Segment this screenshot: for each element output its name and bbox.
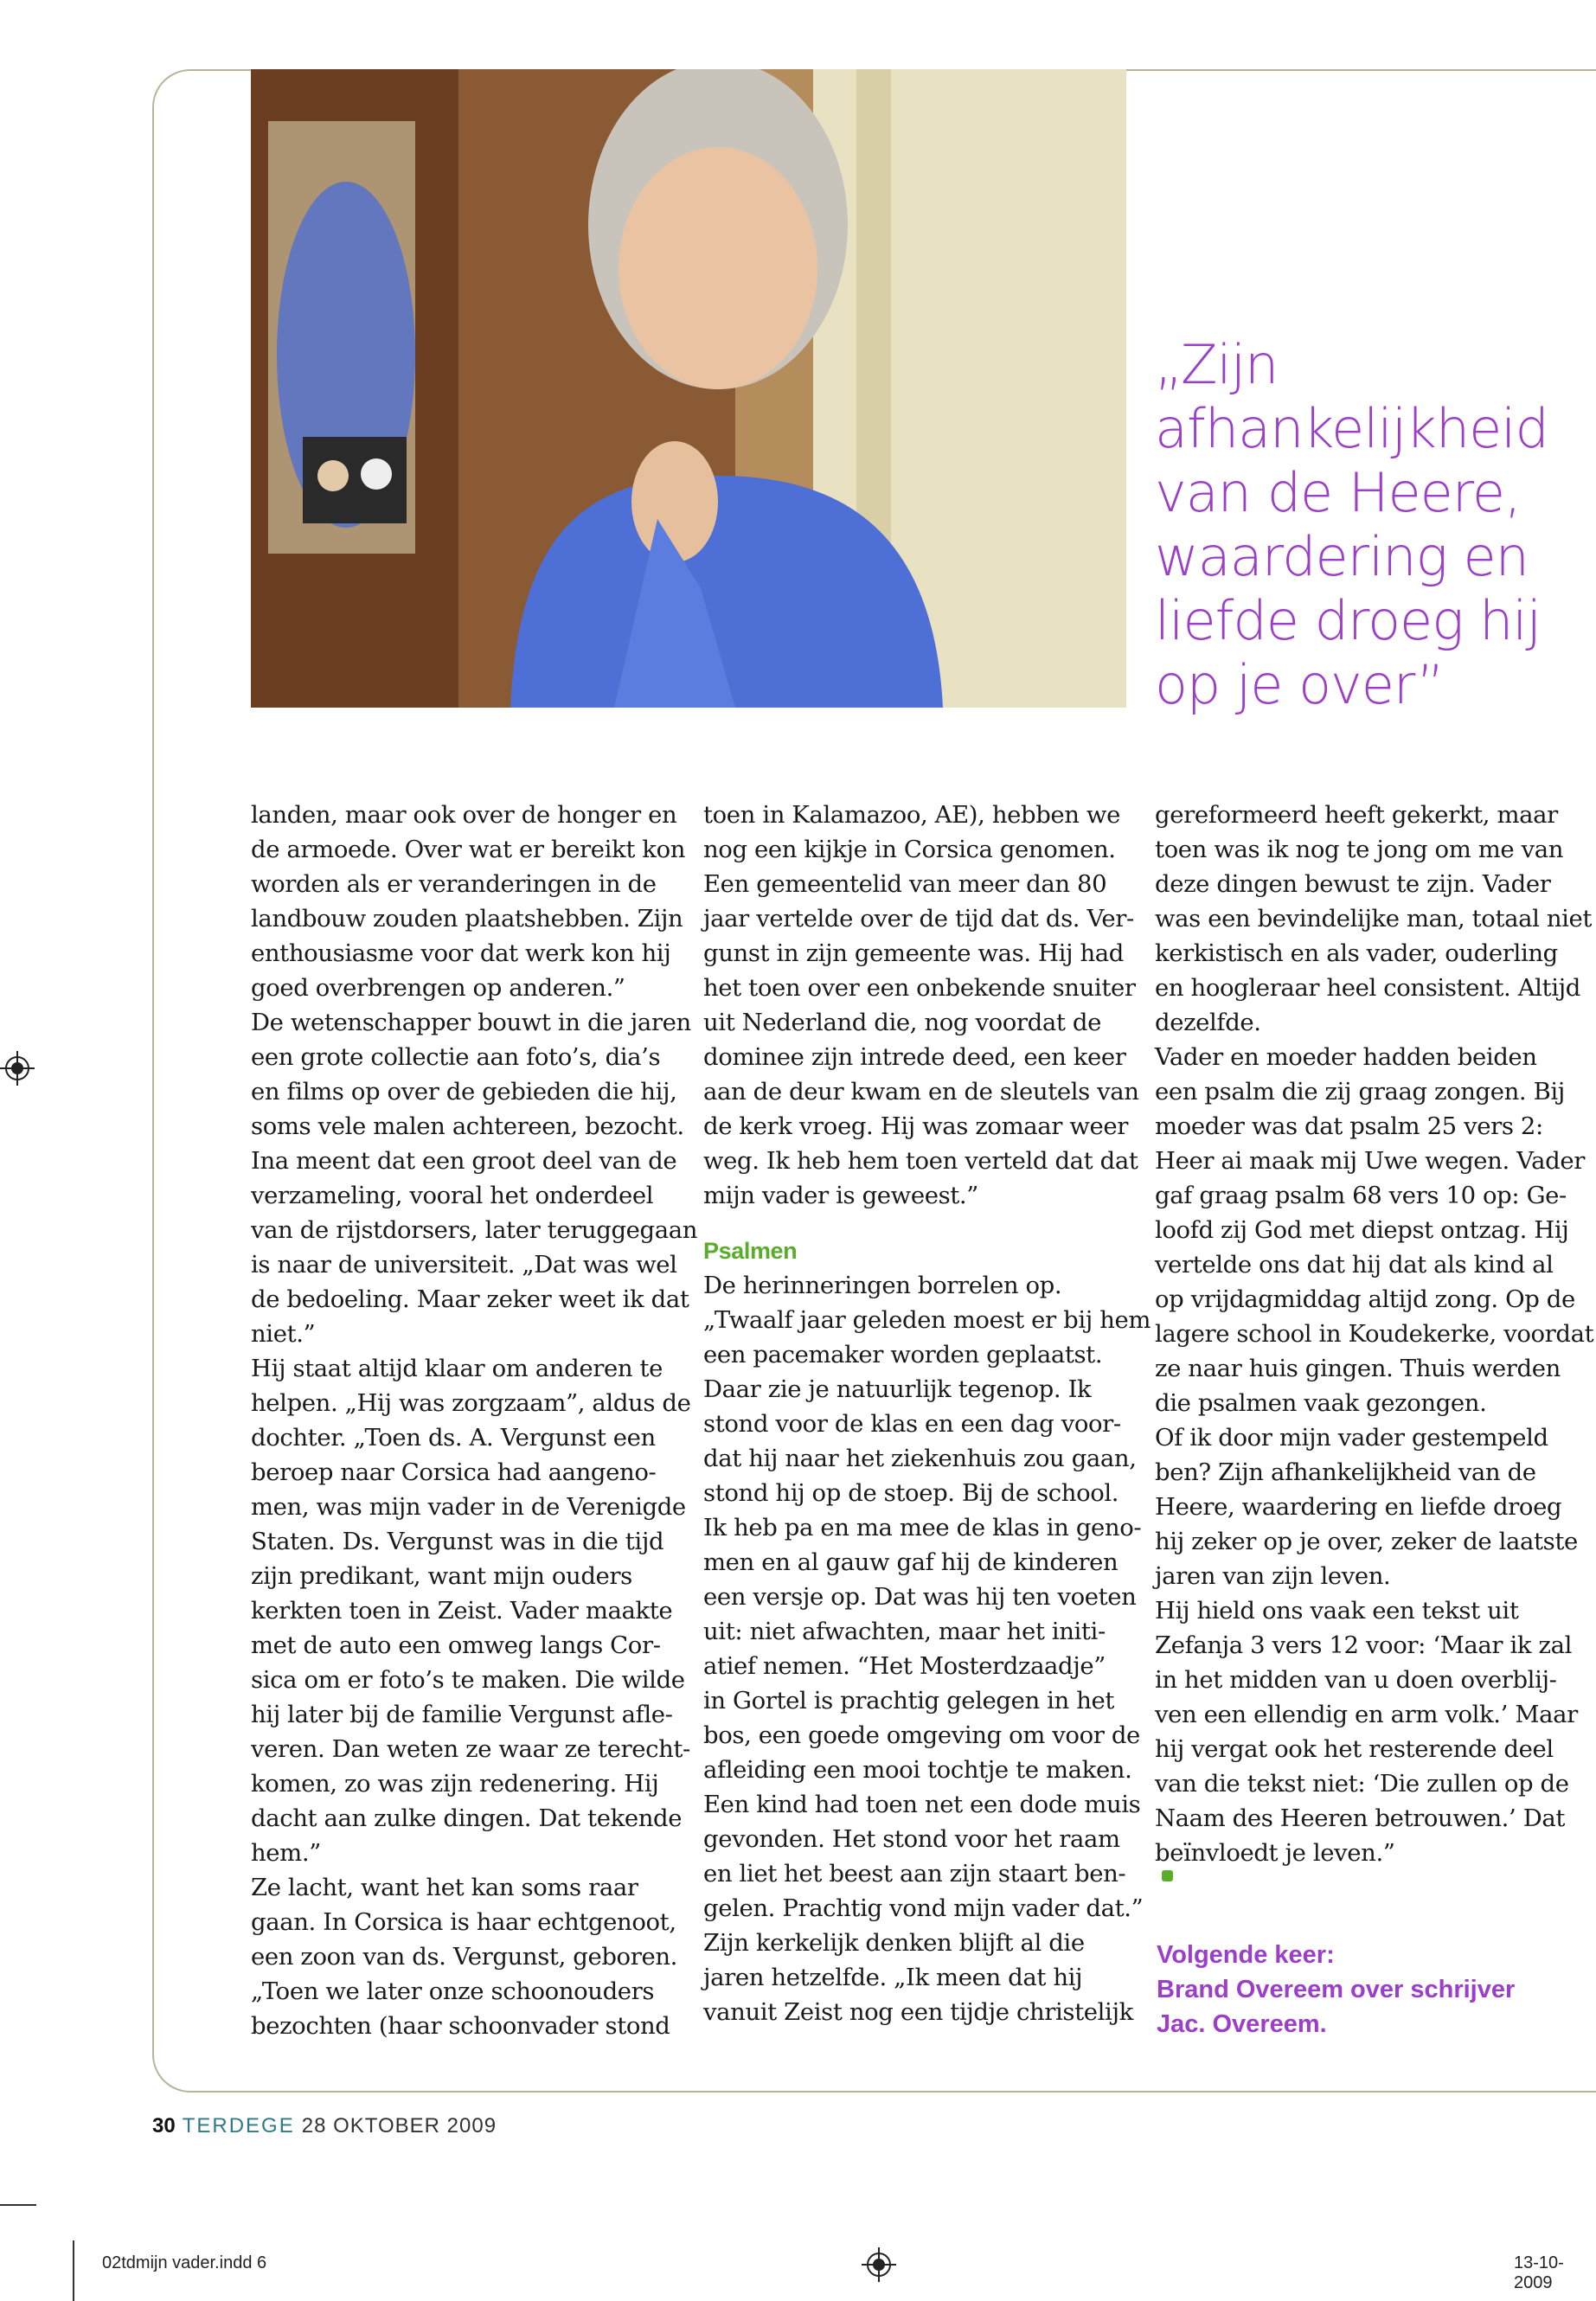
text-line: Zijn kerkelijk denken blijft al die: [703, 1929, 1085, 1957]
text-line: hij later bij de familie Vergunst afle-: [251, 1701, 673, 1728]
text-line: dominee zijn intrede deed, een keer: [703, 1043, 1126, 1071]
text-line: niet.”: [251, 1320, 316, 1348]
text-line: met de auto een omweg langs Cor-: [251, 1631, 661, 1659]
text-line: toen in Kalamazoo, AE), hebben we: [703, 801, 1120, 829]
text-line: in Gortel is prachtig gelegen in het: [703, 1687, 1115, 1715]
text-line: gaf graag psalm 68 vers 10 op: Ge-: [1155, 1182, 1567, 1209]
text-line: sica om er foto’s te maken. Die wilde: [251, 1666, 685, 1694]
text-line: gaan. In Corsica is haar echtgenoot,: [251, 1908, 676, 1936]
text-line: Zefanja 3 vers 12 voor: ‘Maar ik zal: [1155, 1631, 1572, 1659]
pull-quote-line: liefde droeg hij: [1155, 589, 1541, 652]
text-line: kerkten toen in Zeist. Vader maakte: [251, 1597, 673, 1625]
text-line: nog een kijkje in Corsica genomen.: [703, 836, 1116, 863]
text-line: Vader en moeder hadden beiden: [1155, 1043, 1537, 1071]
pull-quote-line: van de Heere,: [1155, 461, 1521, 524]
next-time-line: Jac. Overeem.: [1157, 2010, 1327, 2038]
pull-quote: [1155, 333, 1587, 717]
text-line: uit Nederland die, nog voordat de: [703, 1009, 1101, 1036]
text-line: Heer ai maak mij Uwe wegen. Vader: [1155, 1147, 1585, 1175]
text-line: dochter. „Toen ds. A. Vergunst een: [251, 1424, 656, 1452]
text-line: De herinneringen borrelen op.: [703, 1272, 1062, 1299]
section-heading: Psalmen: [703, 1238, 798, 1264]
text-line: was een bevindelijke man, totaal niet: [1155, 905, 1593, 933]
text-line: bezochten (haar schoonvader stond: [251, 2012, 670, 2040]
text-line: men en al gauw gaf hij de kinderen: [703, 1548, 1118, 1576]
text-line: jaren van zijn leven.: [1155, 1562, 1391, 1590]
text-line: landbouw zouden plaatshebben. Zijn: [251, 905, 683, 933]
text-line: Hij staat altijd klaar om anderen te: [251, 1355, 663, 1382]
text-line: vanuit Zeist nog een tijdje christelijk: [703, 1998, 1133, 2026]
text-line: de kerk vroeg. Hij was zomaar weer: [703, 1112, 1128, 1140]
trim-line: [0, 2204, 36, 2206]
text-line: verzameling, vooral het onderdeel: [251, 1182, 654, 1209]
text-line: deze dingen bewust te zijn. Vader: [1155, 870, 1551, 898]
text-line: Een gemeentelid van meer dan 80: [703, 870, 1107, 898]
trim-line: [73, 2240, 74, 2301]
text-line: weg. Ik heb hem toen verteld dat dat: [703, 1147, 1138, 1175]
magazine-name: TERDEGE: [182, 2114, 295, 2138]
text-line: Naam des Heeren betrouwen.’ Dat: [1155, 1804, 1565, 1832]
text-line: goed overbrengen op anderen.”: [251, 974, 625, 1002]
pull-quote-line: waardering en: [1155, 525, 1529, 588]
text-line: gereformeerd heeft gekerkt, maar: [1155, 801, 1558, 829]
text-line: veren. Dan weten ze waar ze terecht-: [251, 1735, 690, 1763]
text-line: de bedoeling. Maar zeker weet ik dat: [251, 1285, 689, 1313]
text-line: lagere school in Koudekerke, voordat: [1155, 1320, 1594, 1348]
text-line: vertelde ons dat hij dat als kind al: [1155, 1251, 1554, 1279]
registration-mark-icon: [0, 1051, 35, 1086]
text-line: helpen. „Hij was zorgzaam”, aldus de: [251, 1389, 691, 1417]
text-line: uit: niet afwachten, maar het initi-: [703, 1618, 1106, 1645]
slug-filename: 02tdmijn vader.indd 6: [102, 2253, 267, 2272]
text-line: Of ik door mijn vader gestempeld: [1155, 1424, 1548, 1452]
text-line: Daar zie je natuurlijk tegenop. Ik: [703, 1375, 1092, 1403]
issue-date: 28 OKTOBER 2009: [301, 2114, 497, 2138]
text-line: dat hij naar het ziekenhuis zou gaan,: [703, 1445, 1137, 1472]
text-line: Staten. Ds. Vergunst was in die tijd: [251, 1528, 664, 1555]
text-line: en films op over de gebieden die hij,: [251, 1078, 677, 1106]
end-of-article-mark: [1162, 1870, 1173, 1881]
text-line: enthousiasme voor dat werk kon hij: [251, 939, 671, 967]
slug-date: 13-10-2009: [1514, 2253, 1564, 2292]
text-line: landen, maar ook over de honger en: [251, 801, 677, 829]
text-line: een versje op. Dat was hij ten voeten: [703, 1583, 1137, 1611]
text-line: loofd zij God met diepst ontzag. Hij: [1155, 1216, 1569, 1244]
text-line: aan de deur kwam en de sleutels van: [703, 1078, 1139, 1106]
text-column-3: [1155, 798, 1594, 1881]
text-line: kerkistisch en als vader, ouderling: [1155, 939, 1558, 967]
text-line: Ina meent dat een groot deel van de: [251, 1147, 677, 1175]
next-time-line: Volgende keer:: [1157, 1941, 1335, 1969]
text-line: Heere, waardering en liefde droeg: [1155, 1493, 1562, 1521]
text-line: gelen. Prachtig vond mijn vader dat.”: [703, 1894, 1144, 1922]
text-line: een grote collectie aan foto’s, dia’s: [251, 1043, 661, 1071]
text-line: Ze lacht, want het kan soms raar: [251, 1874, 638, 1901]
text-line: de armoede. Over wat er bereikt kon: [251, 836, 686, 863]
text-line: Een kind had toen net een dode muis: [703, 1791, 1141, 1818]
text-line-last: [1155, 1836, 1587, 1881]
pull-quote-line: afhankelijkheid: [1155, 397, 1548, 460]
portrait-photo: [251, 69, 1126, 708]
text-line: is naar de universiteit. „Dat was wel: [251, 1251, 677, 1279]
text-line: Ik heb pa en ma mee de klas in geno-: [703, 1514, 1142, 1541]
text-line: hem.”: [251, 1839, 321, 1867]
text-line: zijn predikant, want mijn ouders: [251, 1562, 632, 1590]
text-line: moeder was dat psalm 25 vers 2:: [1155, 1112, 1543, 1140]
text-line: Hij hield ons vaak een tekst uit: [1155, 1597, 1519, 1625]
text-line: toen was ik nog te jong om me van: [1155, 836, 1564, 863]
text-line: bos, een goede omgeving om voor de: [703, 1721, 1140, 1749]
text-line: in het midden van u doen overblij-: [1155, 1666, 1557, 1694]
text-line: „Toen we later onze schoonouders: [251, 1977, 655, 2005]
text-line: een pacemaker worden geplaatst.: [703, 1341, 1103, 1368]
text-line: van de rijstdorsers, later teruggegaan: [251, 1216, 698, 1244]
text-line: jaren hetzelfde. „Ik meen dat hij: [703, 1964, 1083, 1991]
text-line: ven een ellendig en arm volk.’ Maar: [1155, 1701, 1578, 1728]
text-line: hij vergat ook het resterende deel: [1155, 1735, 1554, 1763]
text-line: ze naar huis gingen. Thuis werden: [1155, 1355, 1561, 1382]
text-line: en liet het beest aan zijn staart ben-: [703, 1860, 1126, 1888]
text-line: „Twaalf jaar geleden moest er bij hem: [703, 1306, 1151, 1334]
pull-quote-line: „Zijn: [1155, 333, 1279, 396]
text-line: op vrijdagmiddag altijd zong. Op de: [1155, 1285, 1575, 1313]
text-line: jaar vertelde over de tijd dat ds. Ver-: [703, 905, 1134, 933]
text-line: mijn vader is geweest.”: [703, 1182, 978, 1209]
registration-mark-icon: [862, 2247, 896, 2282]
text-line: beroep naar Corsica had aangeno-: [251, 1458, 657, 1486]
text-line: afleiding een mooi tochtje te maken.: [703, 1756, 1132, 1784]
text-line: men, was mijn vader in de Verenigde: [251, 1493, 686, 1521]
text-line: een psalm die zij graag zongen. Bij: [1155, 1078, 1565, 1106]
text-line: stond voor de klas en een dag voor-: [703, 1410, 1121, 1438]
text-line: een zoon van ds. Vergunst, geboren.: [251, 1943, 677, 1971]
text-line: die psalmen vaak gezongen.: [1155, 1389, 1487, 1417]
page-number: 30: [152, 2114, 176, 2138]
text-line: hij zeker op je over, zeker de laatste: [1155, 1528, 1578, 1555]
pull-quote-line: op je over”: [1155, 653, 1445, 716]
next-time-teaser: [1157, 1938, 1596, 2041]
page-folio: [152, 2114, 497, 2138]
text-column-2: [703, 798, 1151, 2029]
next-time-line: Brand Overeem over schrijver: [1157, 1976, 1516, 2003]
text-line: gunst in zijn gemeente was. Hij had: [703, 939, 1125, 967]
text-line: het toen over een onbekende snuiter: [703, 974, 1136, 1002]
text-line: stond hij op de stoep. Bij de school.: [703, 1479, 1119, 1507]
text-line: worden als er veranderingen in de: [251, 870, 657, 898]
text-column-1: [251, 798, 698, 2043]
text-line: gevonden. Het stond voor het raam: [703, 1825, 1120, 1853]
text-line: ben? Zijn afhankelijkheid van de: [1155, 1458, 1536, 1486]
text-line: dacht aan zulke dingen. Dat tekende: [251, 1804, 683, 1832]
text-line: dezelfde.: [1155, 1009, 1261, 1036]
text-line: beïnvloedt je leven.”: [1155, 1839, 1395, 1867]
text-line: atief nemen. “Het Mosterdzaadje”: [703, 1652, 1106, 1680]
text-line: komen, zo was zijn redenering. Hij: [251, 1770, 659, 1798]
text-line: en hoogleraar heel consistent. Altijd: [1155, 974, 1580, 1002]
text-line: van die tekst niet: ‘Die zullen op de: [1155, 1770, 1569, 1798]
text-line: De wetenschapper bouwt in die jaren: [251, 1009, 691, 1036]
text-line: soms vele malen achtereen, bezocht.: [251, 1112, 684, 1140]
